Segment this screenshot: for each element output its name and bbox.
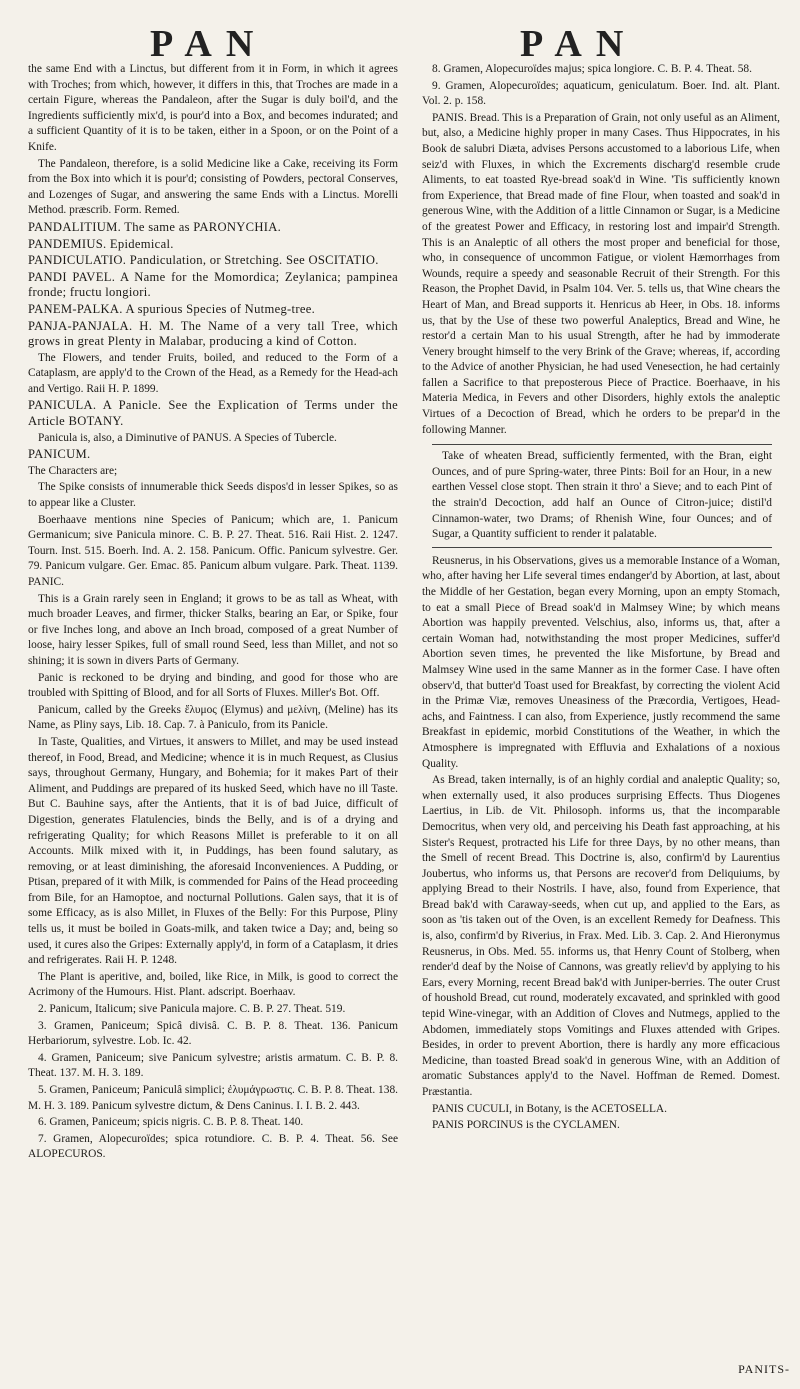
paragraph: PANIS. Bread. This is a Preparation of Grain, not only useful as an Aliment, but, also, a Medicine highly proper in many Cases. Thus Hippocrates, in his Book de salubri Diæta, advises Persons accustomed to a laborious Life, when seiz'd with Fluxes, in which the Excrements discharg'd resemble crude Aliments, to eat toasted Rye-bread soak'd in Wine. 'Tis sufficiently known from Experience, that Bread made of fine Flour, when toasted and soak'd in generous Wine, with the Addition of a little Cinnamon or Sugar, is a Medicine of the greatest Power and Efficacy, in restoring lost and impair'd Strength. This is an Analeptic of all others the most proper and beneficial for those, who, in consequence of uncommon Fatigue, or violent Hæmorrhages from Wounds, require a speedy and seasonable Recruit of their Strength. For this Reason, the Prophet David, in Psalm 104. Ver. 5. tells us, that Wine chears the Heart of Man, and Bread supports it. Henricus ab Heer, in Obs. 18. informs us, that by the Use of these two powerful Analeptics, Bread and Wine, he restor'd a certain Man to his usual Strength, after he had by immoderate Venery brought himself to the very Brink of the Grave; whereas, if, according to the Advice of another Physician, he had used Venesection, he had certainly fallen a Sacrifice to that preposterous Piece of Practice. Boerhaave, in his Materia Medica, in Fevers and other Disorders, highly extols the analeptic Virtues of a Decoction of Bread, which he orders to be prepar'd in the following Manner. [422,111,780,436]
entry-headword: PANEM-PALKA. A spurious Species of Nutmeg-tree. [28,301,316,316]
entry-headword: PANJA-PANJALA. H. M. The Name of a very tall Tree, which grows in great Plenty in Malabar, producing a kind of Cotton. [28,318,398,349]
entry-headword: PANDI PAVEL. A Name for the Momordica; Zeylanica; pampinea fronde; fructu longiori. [28,269,398,300]
catchword: PANITS- [738,1362,790,1376]
recipe-block: Take of wheaten Bread, sufficiently fermented, with the Bran, eight Ounces, and of pure Spring-water, three Pints: Boil for an Hour, in a new earthen Vessel close stopt. Then strain it thro' a Sieve; and to each Pint of the strain'd Decoction, add half an Ounce of Citron-juice; distil'd Cinnamon-water, two Drams; of Rhenish Wine, four Ounces; and of Sugar, a Quantity sufficient to render it palatable. [432,444,772,548]
paragraph: Panicum, called by the Greeks ἔλυμος (Elymus) and μελίνη, (Meline) has its Name, as Pliny says, Lib. 18. Cap. 7. à Paniculo, from its Panicle. [28,703,398,732]
paragraph: PANIS CUCULI, in Botany, is the ACETOSELLA. [432,1102,667,1115]
entry-headword: PANDICULATIO. Pandiculation, or Stretching. See OSCITATIO. [28,253,379,268]
paragraph: PANIS PORCINUS is the CYCLAMEN. [432,1119,620,1132]
right-column [422,62,780,1135]
left-column [28,62,398,1164]
paragraph: This is a Grain rarely seen in England; it grows to be as tall as Wheat, with much broader Leaves, and firmer, thicker Stalks, bearing an Ear, or Spike, four or five Inches long, and above an Inch broad, composed of a great Number of loose, hairy lesser Spikes, full of small round Seed, less than Millet, and not so shining; it is sown in divers Parts of Germany. [28,592,398,667]
paragraph: The Plant is aperitive, and, boiled, like Rice, in Milk, is good to correct the Acrimony of the Humours. Hist. Plant. adscript. Boerhaav. [28,970,398,999]
paragraph: 9. Gramen, Alopecuroïdes; aquaticum, geniculatum. Boer. Ind. alt. Plant. Vol. 2. p. 158. [422,79,780,108]
entry-headword: PANDEMIUS. Epidemical. [28,236,174,251]
paragraph: As Bread, taken internally, is of an highly cordial and analeptic Quality; so, when externally used, it also produces surprising Effects. Thus Diogenes Laertius, in Lib. de Vit. Philosoph. informs us, that the incomparable Democritus, when very old, and perceiving his Death fast approaching, at his Sister's Request, protracted his Life for three Days, by no other means, than the Smell of recent Bread. This Doctrine is, also, confirm'd by Laurentius Joubertus, who informs us, that Persons are recover'd from Deliquiums, by applying Bread to their Nostrils. I have, also, found from Experience, that Bread bak'd with Caraway-seeds, when cut up, and applied to the Ears, as soon as 'tis taken out of the Oven, is an excellent Remedy for Deafness. This is, also, confirm'd by Riverius, in Frax. Med. Lib. 3. Cap. 2. And Hieronymus Reusnerus, in Obs. Med. 55. informs us, that Henry Count of Stolberg, when render'd deaf by the Noise of Cannons, was greatly reliev'd by applying to his Ears, every Morning, recent Bread bak'd with Juniper-berries. The outer Crust of houshold Bread, cut round, moderately excavated, and sprinkled with good tepid Wine-vinegar, with an Addition of Cloves and Nutmegs, applied to the Abdomen, immediately stops Vomitings and Fluxes attended with Gripes. Besides, in order to prevent Abortion, there is hardly any more efficacious Medicine, than toasted Bread soak'd in generous Wine, with an Addition of aromatic Substances apply'd to the Navel. Hoffman de Remed. Domest. Præstantia. [422,774,780,1098]
paragraph: Reusnerus, in his Observations, gives us a memorable Instance of a Woman, who, after having her Life several times endanger'd by Abortion, at last, about the Middle of her Gestation, began every Morning, upon an empty Stomach, to eat a small Piece of Bread soak'd in Malmsey Wine; by which means Abortion was happily prevented. Velschius, also, informs us, that, after a certain Woman had, notwithstanding the most proper Medicines, suffer'd Abortion seven times, he prevented the like Misfortune, by Bread and Malmsey Wine used in the same Manner as in the former Case. I have often observ'd, that butter'd Toast used for Breakfast, by correcting the violent Acid in the Primæ Viæ, removes Uneasiness of the Præcordia, Vertigoes, Head-achs, and Faintness. I can also, from Experience, justly recommend the same Breakfast in epidemic, morbid Constitutions of the Weather, in which the Atmosphere is impregnated with Effluvia and Exhalations of a noxious Quality. [422,554,780,770]
paragraph: 2. Panicum, Italicum; sive Panicula majore. C. B. P. 27. Theat. 519. [38,1003,346,1016]
paragraph: The Spike consists of innumerable thick Seeds dispos'd in lesser Spikes, so as to appear like a Cluster. [28,481,398,510]
paragraph: The Characters are; [28,464,118,477]
paragraph: 3. Gramen, Paniceum; Spicâ divisâ. C. B. P. 8. Theat. 136. Panicum Herbariorum, sylvestre. Lob. Ic. 42. [28,1019,398,1048]
paragraph: The Flowers, and tender Fruits, boiled, and reduced to the Form of a Cataplasm, are apply'd to the Crown of the Head, as a Remedy for the Head-ach and Vertigo. Raii H. P. 1899. [28,351,398,395]
paragraph: 5. Gramen, Paniceum; Paniculâ simplici; ἐλυμάγρωστις. C. B. P. 8. Theat. 138. M. H. 3. 189. Panicum sylvestre dictum, & Dens Caninus. I. I. B. 2. 443. [28,1084,398,1112]
entry-headword: PANICUM. [28,447,91,462]
paragraph: 4. Gramen, Paniceum; sive Panicum sylvestre; aristis armatum. C. B. P. 8. Theat. 137. M. H. 3. 189. [28,1051,398,1080]
paragraph: the same End with a Linctus, but different from it in Form, in which it agrees with Troches; from which, however, it differs in this, that Troches are made in a certain Figure, whereas the Pandaleon, after the Sugar is duly boil'd, and the Ingredients sufficiently mix'd, is pour'd into a Box, and becomes indurated; and a sufficient Quantity of it is to be taken, either in a Spoon, or on the Point of a Knife. [28,63,398,153]
paragraph: The Pandaleon, therefore, is a solid Medicine like a Cake, receiving its Form from the Box into which it is pour'd; consisting of Powders, pectoral Conserves, and Lozenges of Sugar, and answering the same Ends with a Linctus. Morelli Method. præscrib. Form. Remed. [28,157,398,217]
paragraph: 8. Gramen, Alopecuroïdes majus; spica longiore. C. B. P. 4. Theat. 58. [432,63,752,75]
paragraph: Panicula is, also, a Diminutive of PANUS. A Species of Tubercle. [38,431,337,444]
paragraph: In Taste, Qualities, and Virtues, it answers to Millet, and may be used instead thereof, in Food, Bread, and Medicine; whence it is in much Request, as Clusius says, throughout Germany, Hungary, and Bohemia; for it makes Part of their Aliment, and Puddings are prepared of its husked Seed, which have no ill Taste. But C. Bauhine says, after the Antients, that it is of bad Juice, difficult of Digestion, generates Flatulencies, binds the Belly, and is of a drying and refrigerating Quality; for which Reasons Millet is preferable to it on all Accounts. Milk mixed with it, in Puddings, has been found salutary, as removing, or at least diminishing, the aforesaid Inconveniences. A Pudding, or Ptisan, prepared of it with Milk, is commended for Pains of the Head proceeding from Bile, for an Hamoptoe, and nocturnal Pollutions. Galen says, that it is of some Efficacy, as is also Millet, in Fluxes of the Belly: For this Purpose, Pliny tells us, it must be boiled in Goats-milk, and taken twice a Day; and, being so used, it cures also the Gripes: Externally apply'd, in form of a Cataplasm, it dries and refrigerates. Raii H. P. 1248. [28,735,398,967]
entry-headword: PANDALITIUM. The same as PARONYCHIA. [28,219,282,234]
entry-headword: PANICULA. A Panicle. See the Explication of Terms under the Article BOTANY. [28,398,398,429]
paragraph: Boerhaave mentions nine Species of Panicum; which are, 1. Panicum Germanicum; sive Panicula minore. C. B. P. 27. Theat. 516. Raii Hist. 2. 1247. Tourn. Inst. 515. Boerh. Ind. A. 2. 158. Panicum. Offic. Panicum sylvestre. Ger. 79. Panicum vulgare. Ger. Emac. 85. Panicum album vulgare. Park. Theat. 1139. PANIC. [28,513,398,588]
paragraph: 6. Gramen, Paniceum; spicis nigris. C. B. P. 8. Theat. 140. [38,1116,304,1129]
running-title-left: PAN [150,23,268,65]
running-title-right: PAN [520,23,638,65]
paragraph: 7. Gramen, Alopecuroïdes; spica rotundiore. C. B. P. 4. Theat. 56. See ALOPECUROS. [28,1132,398,1161]
paragraph: Panic is reckoned to be drying and binding, and good for those who are troubled with Spitting of Blood, and for all Sorts of Fluxes. Miller's Bot. Off. [28,671,398,700]
